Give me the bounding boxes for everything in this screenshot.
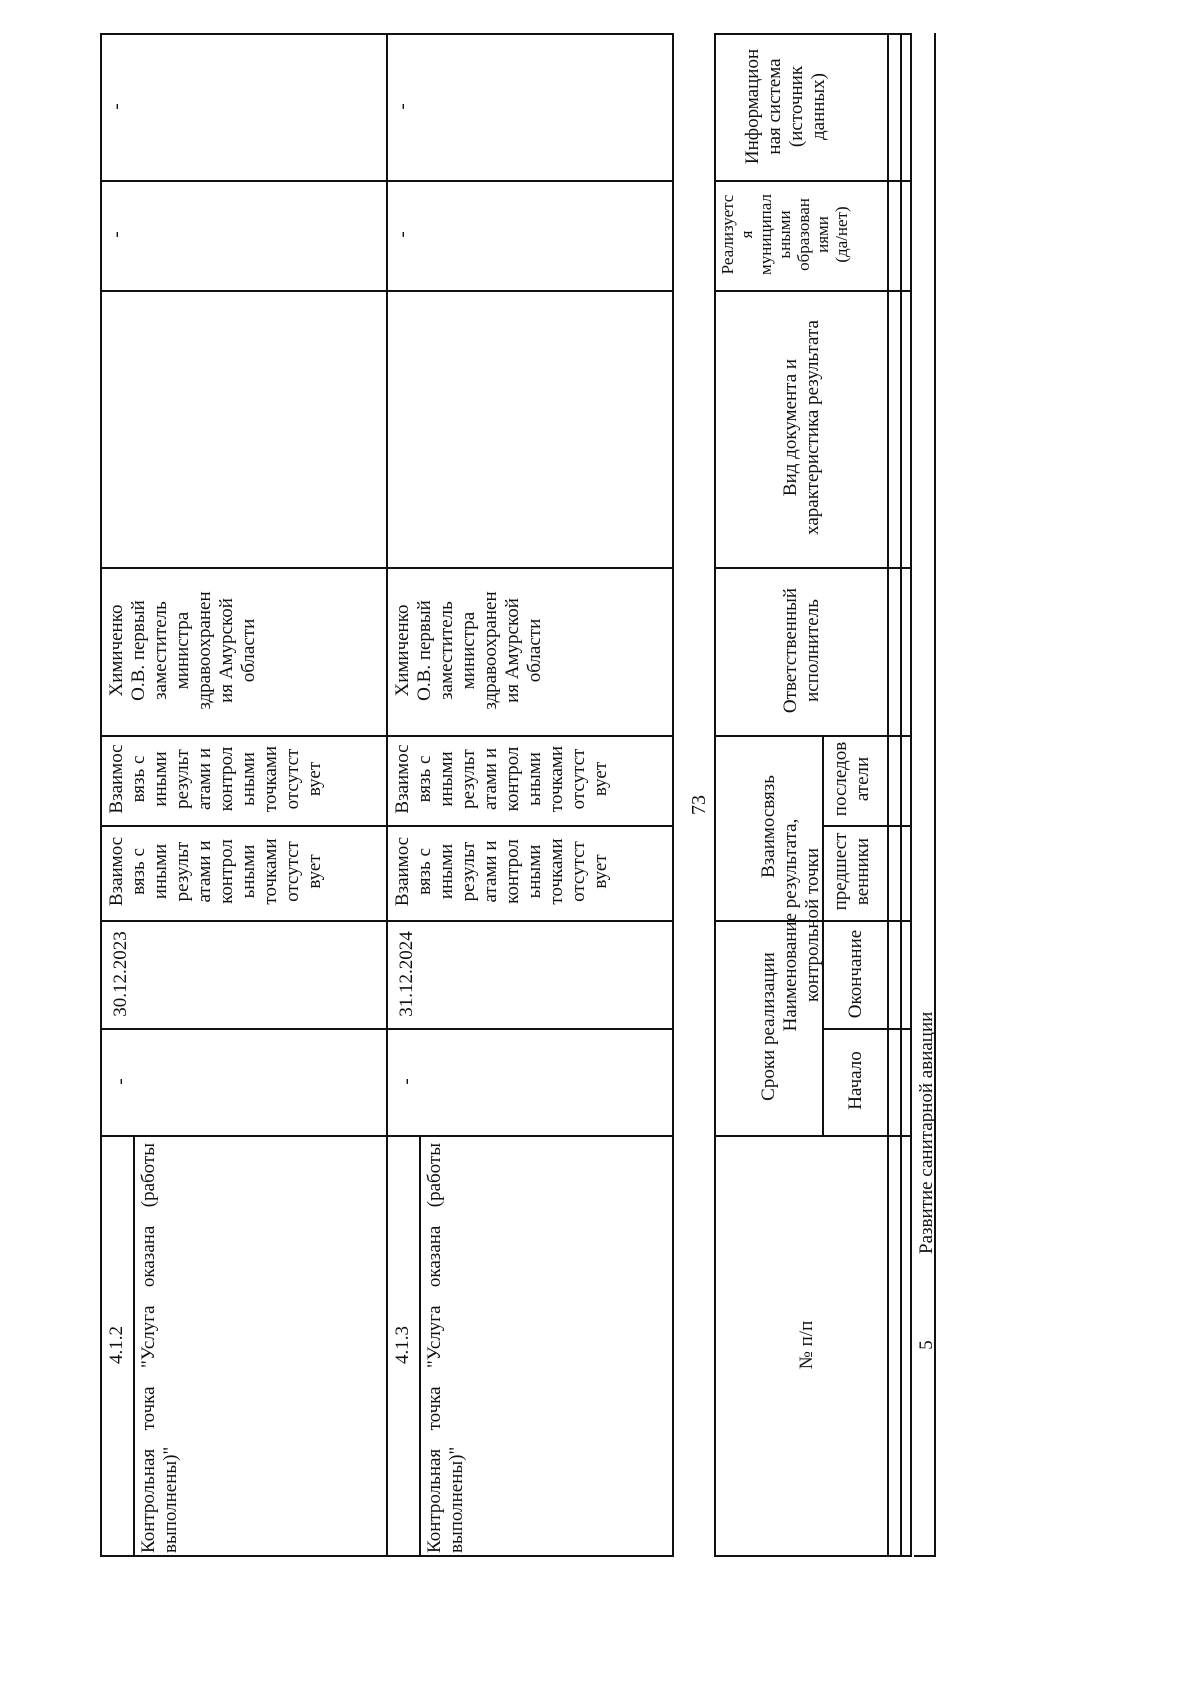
section-number: 5 xyxy=(916,1340,937,1350)
municipal-flag: - xyxy=(392,231,413,238)
row-number: 4.1.3 xyxy=(392,1326,413,1364)
start-date: - xyxy=(110,1078,131,1085)
predecessors: Взаимос вязь с иными результ атами и контрол ьными точками отсутст вует xyxy=(106,836,325,907)
start-date: - xyxy=(396,1078,417,1085)
responsible-person: Химиченко О.В. первый заместитель министра здравоохранен ия Амурской области xyxy=(392,591,545,710)
header-name: Наименование результата, контрольной точки xyxy=(780,818,823,1032)
header-responsible: Ответственный исполнитель xyxy=(780,587,823,714)
table-border xyxy=(714,1555,912,1557)
responsible-person: Химиченко О.В. первый заместитель министра здравоохранен ия Амурской области xyxy=(106,591,259,710)
table-border xyxy=(914,1555,934,1557)
header-successors: последов атели xyxy=(830,741,873,817)
table-border xyxy=(714,33,716,1557)
end-date: 30.12.2023 xyxy=(110,931,131,1017)
header-terms: Сроки реализации xyxy=(758,952,779,1101)
page-number: 73 xyxy=(688,795,710,815)
header-end: Окончание xyxy=(845,929,866,1019)
result-name: Контрольная точка "Услуга оказана (работы выполнены)" xyxy=(138,1143,181,1553)
header-municipal: Реализуетс я муниципал ьными образован иями (да/нет) xyxy=(718,194,851,275)
result-name: Контрольная точка "Услуга оказана (работы выполнены)" xyxy=(424,1143,467,1553)
header-relation: Взаимосвязь xyxy=(758,775,779,878)
municipal-flag: - xyxy=(106,231,127,238)
table-border xyxy=(133,1135,135,1557)
successors: Взаимос вязь с иными результ атами и контрол ьными точками отсутст вует xyxy=(392,744,611,814)
header-num: № п/п xyxy=(796,1320,817,1370)
info-system: - xyxy=(392,103,413,110)
end-date: 31.12.2024 xyxy=(396,931,417,1017)
table-border xyxy=(910,33,912,1557)
row-number: 4.1.2 xyxy=(106,1326,127,1364)
header-info-system: Информацион ная система (источник данных) xyxy=(742,48,829,165)
table-border xyxy=(900,33,902,1557)
predecessors: Взаимос вязь с иными результ атами и контрол ьными точками отсутст вует xyxy=(392,836,611,907)
header-predecessors: предшест венники xyxy=(830,832,873,911)
table-border xyxy=(887,33,889,1557)
successors: Взаимос вязь с иными результ атами и контрол ьными точками отсутст вует xyxy=(106,744,325,814)
table-border xyxy=(386,33,388,1557)
section-title: Развитие санитарной авиации xyxy=(916,1011,937,1254)
header-start: Начало xyxy=(845,1051,866,1110)
header-document: Вид документа и характеристика результата xyxy=(780,320,823,535)
table-border xyxy=(822,1028,912,1030)
table-border xyxy=(672,33,674,1557)
table-border xyxy=(100,33,102,1557)
info-system: - xyxy=(106,103,127,110)
table-border xyxy=(419,1135,421,1557)
